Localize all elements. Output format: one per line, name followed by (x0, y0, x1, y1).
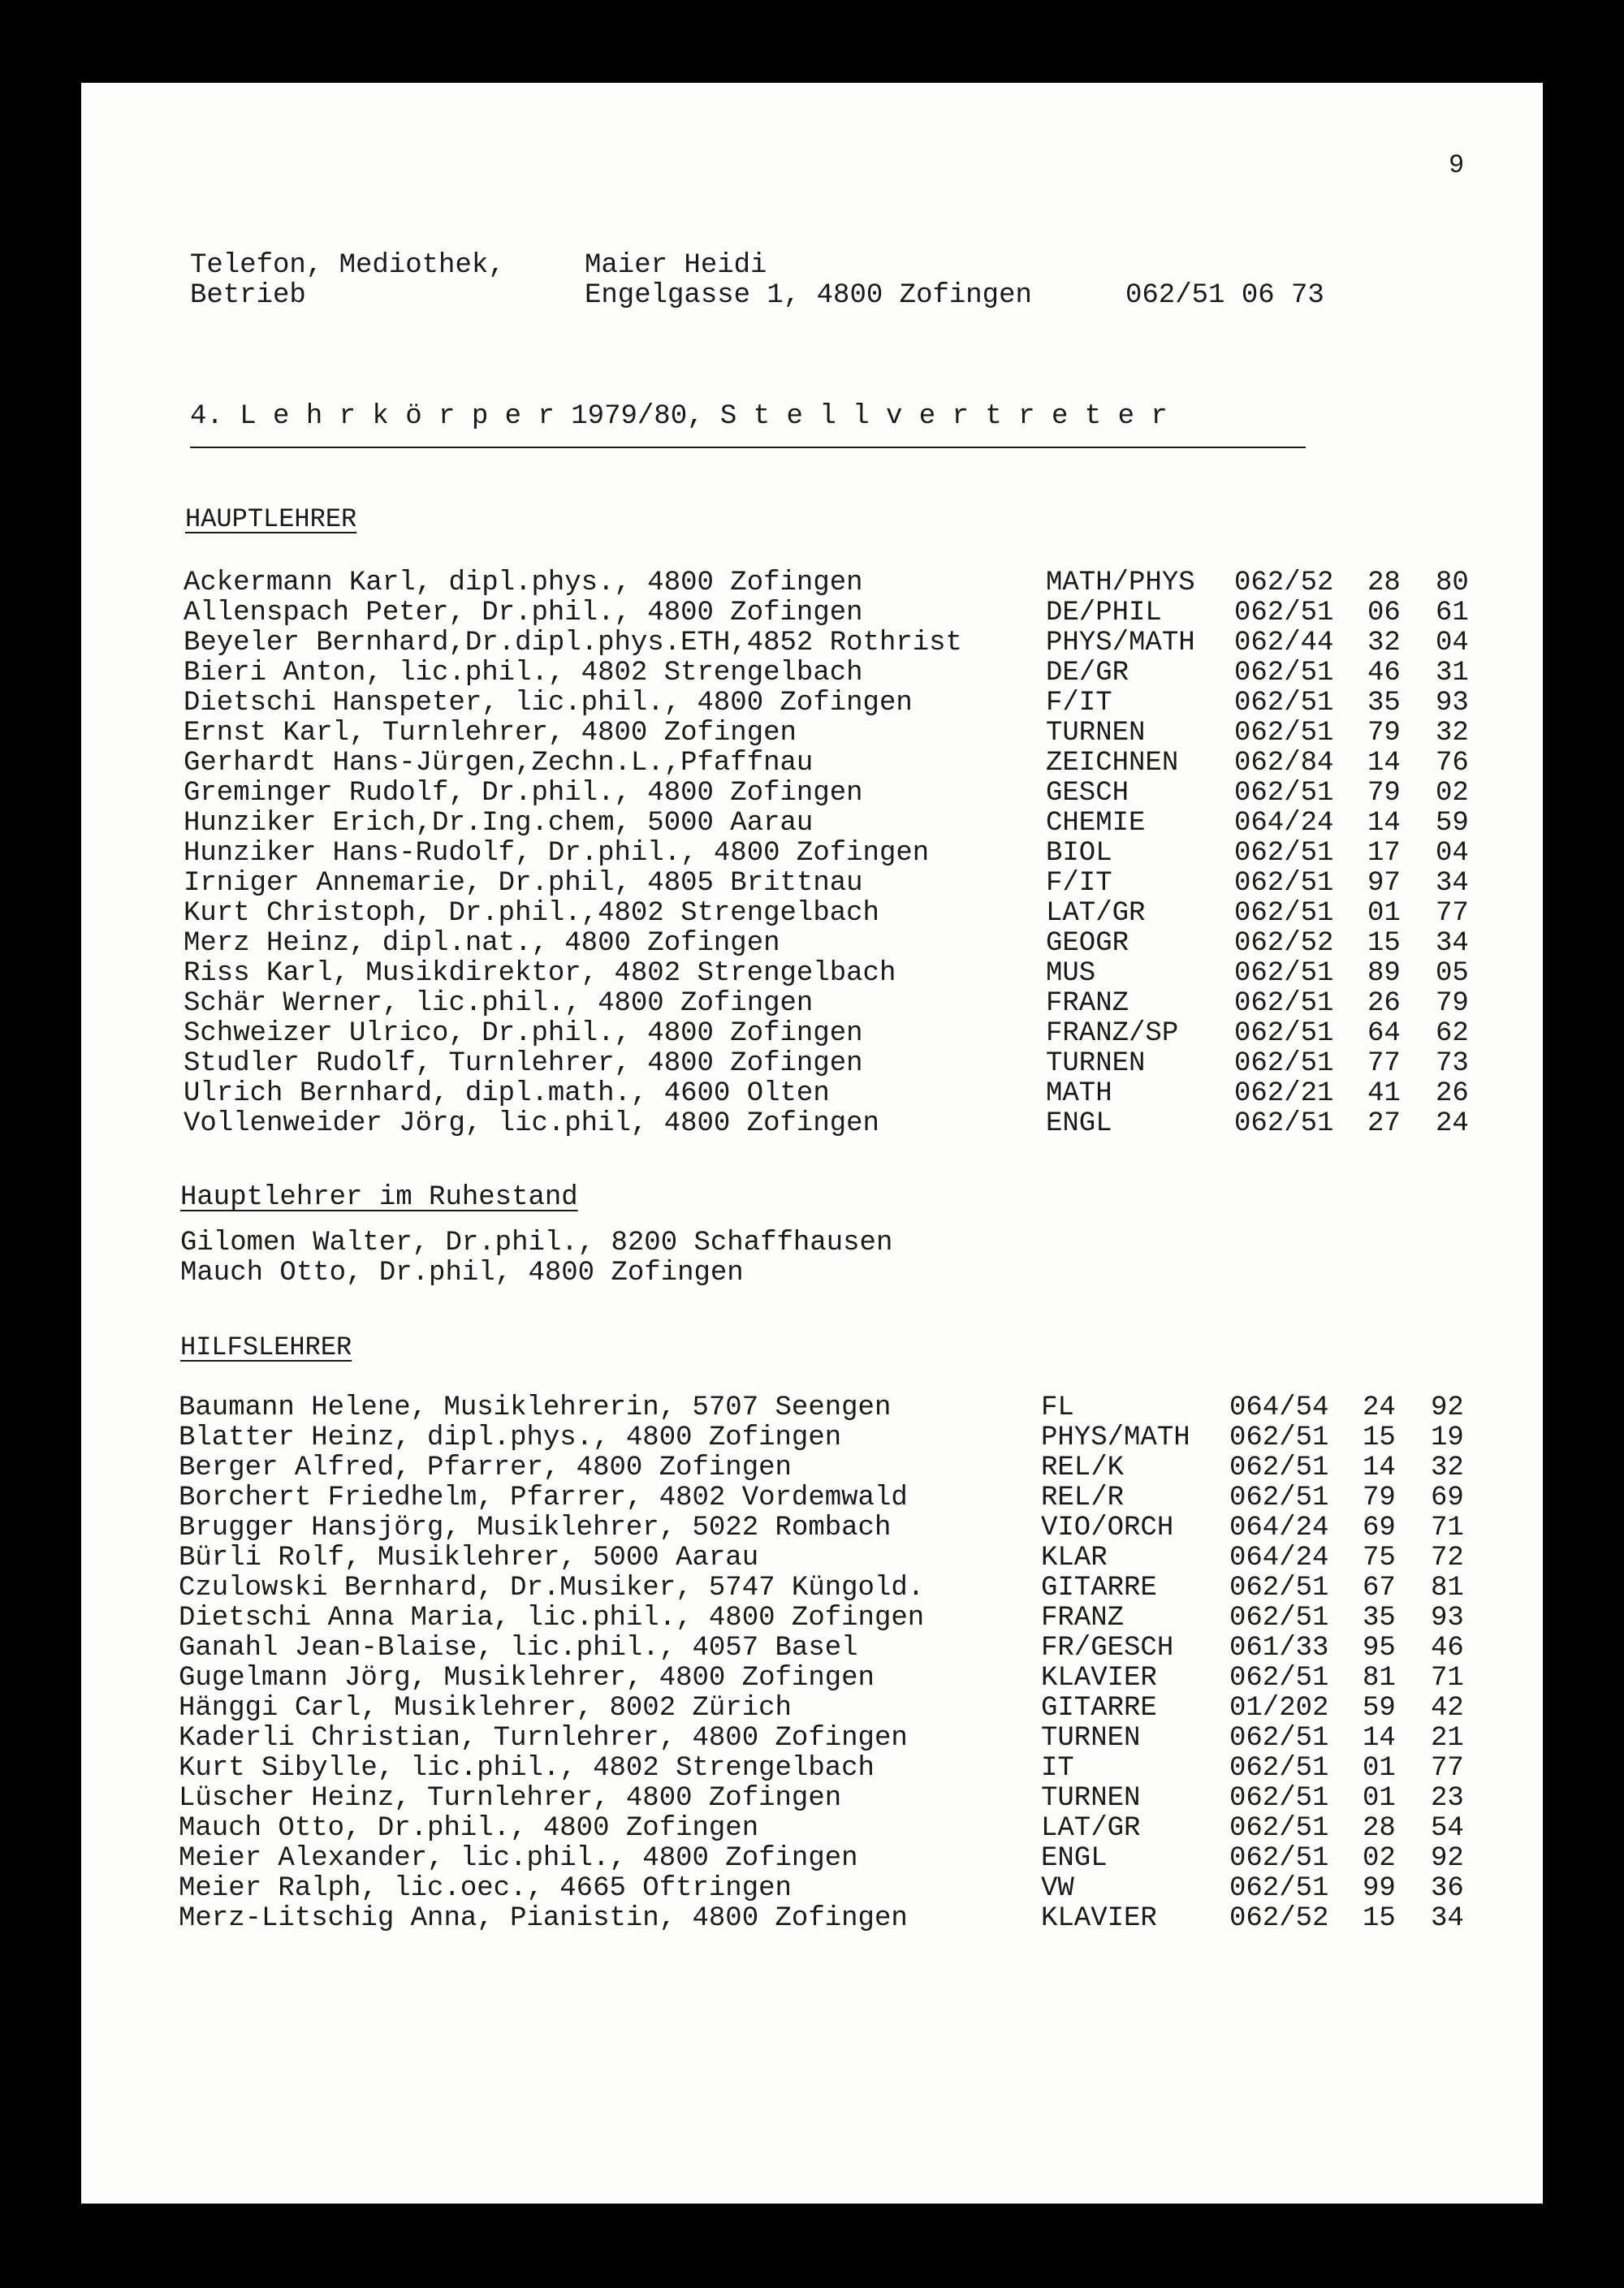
cell-subject: FRANZ (1041, 1603, 1125, 1634)
cell-area: 062/51 (1234, 958, 1334, 989)
cell-n1: 89 (1367, 958, 1401, 989)
cell-n2: 24 (1436, 1108, 1469, 1139)
cell-subject: VIO/ORCH (1041, 1513, 1174, 1543)
cell-area: 062/51 (1234, 688, 1334, 719)
cell-n2: 26 (1436, 1078, 1469, 1109)
contact-name: Maier Heidi (585, 250, 767, 281)
cell-n2: 46 (1431, 1633, 1464, 1664)
cell-area: 062/51 (1234, 898, 1334, 929)
cell-name: Berger Alfred, Pfarrer, 4800 Zofingen (179, 1453, 792, 1483)
cell-subject: FR/GESCH (1041, 1633, 1174, 1664)
cell-subject: FRANZ (1046, 988, 1129, 1019)
cell-n2: 81 (1431, 1573, 1464, 1604)
cell-area: 062/52 (1234, 568, 1334, 598)
contact-address: Engelgasse 1, 4800 Zofingen (585, 280, 1032, 311)
cell-n2: 77 (1436, 898, 1469, 929)
cell-area: 062/51 (1234, 868, 1334, 899)
cell-n1: 81 (1363, 1663, 1396, 1694)
cell-n2: 32 (1436, 718, 1469, 749)
cell-name: Gerhardt Hans-Jürgen,Zechn.L.,Pfaffnau (184, 748, 814, 779)
cell-subject: PHYS/MATH (1041, 1422, 1190, 1453)
cell-n1: 35 (1363, 1603, 1396, 1634)
cell-n2: 76 (1436, 748, 1469, 779)
document-page (81, 83, 1543, 2204)
cell-n1: 97 (1367, 868, 1401, 899)
contact-label-line1: Telefon, Mediothek, (190, 250, 505, 281)
cell-subject: GEOGR (1046, 928, 1129, 959)
cell-subject: LAT/GR (1046, 898, 1146, 929)
cell-name: Borchert Friedhelm, Pfarrer, 4802 Vordemwald (179, 1483, 908, 1513)
cell-name: Baumann Helene, Musiklehrerin, 5707 Seengen (179, 1392, 892, 1423)
ruhestand-title: Hauptlehrer im Ruhestand (180, 1182, 578, 1213)
cell-subject: VW (1041, 1873, 1074, 1904)
cell-name: Merz-Litschig Anna, Pianistin, 4800 Zofingen (179, 1903, 908, 1934)
cell-subject: FL (1041, 1392, 1074, 1423)
cell-area: 062/51 (1229, 1422, 1329, 1453)
cell-n1: 75 (1363, 1543, 1396, 1574)
cell-area: 062/84 (1234, 748, 1334, 779)
cell-subject: GESCH (1046, 778, 1129, 809)
cell-n2: 92 (1431, 1843, 1464, 1874)
cell-n2: 34 (1436, 928, 1469, 959)
cell-subject: CHEMIE (1046, 808, 1146, 839)
cell-n2: 31 (1436, 658, 1469, 689)
cell-name: Schär Werner, lic.phil., 4800 Zofingen (184, 988, 814, 1019)
cell-name: Ackermann Karl, dipl.phys., 4800 Zofingen (184, 568, 863, 598)
cell-name: Kurt Sibylle, lic.phil., 4802 Strengelbach (179, 1753, 875, 1784)
cell-n1: 77 (1367, 1048, 1401, 1079)
cell-name: Merz Heinz, dipl.nat., 4800 Zofingen (184, 928, 780, 959)
cell-area: 062/51 (1234, 598, 1334, 628)
cell-n2: 71 (1431, 1513, 1464, 1543)
cell-subject: REL/K (1041, 1453, 1125, 1483)
cell-subject: IT (1041, 1753, 1074, 1784)
cell-name: Ulrich Bernhard, dipl.math., 4600 Olten (184, 1078, 830, 1109)
cell-name: Kurt Christoph, Dr.phil.,4802 Strengelbach (184, 898, 879, 929)
ruhestand-row: Gilomen Walter, Dr.phil., 8200 Schaffhausen (180, 1228, 893, 1258)
cell-subject: ENGL (1041, 1843, 1108, 1874)
cell-name: Hunziker Hans-Rudolf, Dr.phil., 4800 Zofingen (184, 838, 930, 869)
cell-subject: MATH/PHYS (1046, 568, 1195, 598)
cell-area: 062/44 (1234, 628, 1334, 658)
cell-area: 062/21 (1234, 1078, 1334, 1109)
cell-subject: TURNEN (1046, 718, 1146, 749)
cell-name: Hänggi Carl, Musiklehrer, 8002 Zürich (179, 1693, 792, 1724)
cell-n1: 69 (1363, 1513, 1396, 1543)
cell-n2: 61 (1436, 598, 1469, 628)
cell-name: Beyeler Bernhard,Dr.dipl.phys.ETH,4852 Rothrist (184, 628, 962, 658)
cell-n1: 64 (1367, 1018, 1401, 1049)
cell-subject: GITARRE (1041, 1693, 1157, 1724)
cell-n2: 77 (1431, 1753, 1464, 1784)
cell-area: 062/51 (1229, 1753, 1329, 1784)
cell-n1: 79 (1363, 1483, 1396, 1513)
cell-name: Irniger Annemarie, Dr.phil, 4805 Brittnau (184, 868, 863, 899)
cell-area: 062/51 (1234, 1018, 1334, 1049)
cell-n1: 32 (1367, 628, 1401, 658)
cell-n1: 14 (1363, 1453, 1396, 1483)
cell-subject: TURNEN (1046, 1048, 1146, 1079)
cell-name: Studler Rudolf, Turnlehrer, 4800 Zofingen (184, 1048, 863, 1079)
cell-subject: DE/PHIL (1046, 598, 1162, 628)
cell-subject: F/IT (1046, 688, 1112, 719)
cell-n1: 41 (1367, 1078, 1401, 1109)
cell-name: Dietschi Anna Maria, lic.phil., 4800 Zofingen (179, 1603, 925, 1634)
cell-area: 062/51 (1229, 1723, 1329, 1754)
cell-area: 064/54 (1229, 1392, 1329, 1423)
cell-subject: KLAVIER (1041, 1663, 1157, 1694)
cell-area: 062/51 (1234, 658, 1334, 689)
cell-n1: 28 (1363, 1813, 1396, 1844)
cell-area: 064/24 (1229, 1543, 1329, 1574)
cell-area: 062/51 (1229, 1873, 1329, 1904)
cell-area: 062/51 (1229, 1603, 1329, 1634)
cell-n2: 19 (1431, 1422, 1464, 1453)
cell-n1: 01 (1363, 1783, 1396, 1814)
cell-n2: 34 (1436, 868, 1469, 899)
cell-n2: 59 (1436, 808, 1469, 839)
cell-name: Schweizer Ulrico, Dr.phil., 4800 Zofingen (184, 1018, 863, 1049)
cell-n2: 23 (1431, 1783, 1464, 1814)
cell-n1: 28 (1367, 568, 1401, 598)
cell-n1: 59 (1363, 1693, 1396, 1724)
cell-n2: 73 (1436, 1048, 1469, 1079)
contact-phone: 062/51 06 73 (1125, 280, 1324, 311)
cell-area: 062/52 (1234, 928, 1334, 959)
cell-n2: 72 (1431, 1543, 1464, 1574)
section-heading: 4. L e h r k ö r p e r 1979/80, S t e l l v e r t r e t e r (190, 401, 1168, 432)
cell-area: 062/52 (1229, 1903, 1329, 1934)
cell-name: Gugelmann Jörg, Musiklehrer, 4800 Zofingen (179, 1663, 875, 1694)
cell-area: 062/51 (1229, 1483, 1329, 1513)
cell-n2: 36 (1431, 1873, 1464, 1904)
cell-area: 062/51 (1234, 1048, 1334, 1079)
cell-n2: 04 (1436, 838, 1469, 869)
cell-area: 062/51 (1229, 1783, 1329, 1814)
cell-name: Vollenweider Jörg, lic.phil, 4800 Zofingen (184, 1108, 879, 1139)
cell-n1: 01 (1367, 898, 1401, 929)
cell-n2: 62 (1436, 1018, 1469, 1049)
cell-n1: 95 (1363, 1633, 1396, 1664)
cell-n1: 14 (1367, 808, 1401, 839)
cell-n1: 01 (1363, 1753, 1396, 1784)
cell-n1: 35 (1367, 688, 1401, 719)
cell-subject: BIOL (1046, 838, 1112, 869)
contact-label-line2: Betrieb (190, 280, 306, 311)
cell-n2: 69 (1431, 1483, 1464, 1513)
cell-name: Mauch Otto, Dr.phil., 4800 Zofingen (179, 1813, 759, 1844)
cell-subject: MUS (1046, 958, 1096, 989)
cell-n1: 24 (1363, 1392, 1396, 1423)
cell-area: 062/51 (1234, 1108, 1334, 1139)
page-number: 9 (1449, 150, 1465, 180)
ruhestand-row: Mauch Otto, Dr.phil, 4800 Zofingen (180, 1258, 744, 1289)
cell-name: Riss Karl, Musikdirektor, 4802 Strengelbach (184, 958, 896, 989)
cell-name: Ernst Karl, Turnlehrer, 4800 Zofingen (184, 718, 797, 749)
cell-area: 062/51 (1234, 838, 1334, 869)
cell-n1: 06 (1367, 598, 1401, 628)
cell-name: Blatter Heinz, dipl.phys., 4800 Zofingen (179, 1422, 842, 1453)
cell-name: Hunziker Erich,Dr.Ing.chem, 5000 Aarau (184, 808, 814, 839)
cell-subject: KLAVIER (1041, 1903, 1157, 1934)
cell-subject: KLAR (1041, 1543, 1108, 1574)
cell-name: Bürli Rolf, Musiklehrer, 5000 Aarau (179, 1543, 759, 1574)
cell-subject: F/IT (1046, 868, 1112, 899)
cell-name: Ganahl Jean-Blaise, lic.phil., 4057 Basel (179, 1633, 858, 1664)
cell-area: 062/51 (1229, 1573, 1329, 1604)
cell-n2: 71 (1431, 1663, 1464, 1694)
cell-n1: 79 (1367, 778, 1401, 809)
cell-name: Lüscher Heinz, Turnlehrer, 4800 Zofingen (179, 1783, 842, 1814)
cell-n1: 99 (1363, 1873, 1396, 1904)
cell-n2: 92 (1431, 1392, 1464, 1423)
cell-name: Allenspach Peter, Dr.phil., 4800 Zofingen (184, 598, 863, 628)
cell-n1: 15 (1363, 1422, 1396, 1453)
cell-area: 064/24 (1229, 1513, 1329, 1543)
cell-name: Meier Alexander, lic.phil., 4800 Zofingen (179, 1843, 858, 1874)
cell-name: Brugger Hansjörg, Musiklehrer, 5022 Rombach (179, 1513, 892, 1543)
cell-n1: 46 (1367, 658, 1401, 689)
cell-area: 061/33 (1229, 1633, 1329, 1664)
heading-underline (190, 447, 1306, 448)
cell-n2: 80 (1436, 568, 1469, 598)
cell-area: 062/51 (1229, 1813, 1329, 1844)
cell-subject: DE/GR (1046, 658, 1129, 689)
cell-area: 062/51 (1234, 778, 1334, 809)
cell-subject: PHYS/MATH (1046, 628, 1195, 658)
cell-name: Greminger Rudolf, Dr.phil., 4800 Zofingen (184, 778, 863, 809)
cell-n1: 14 (1367, 748, 1401, 779)
cell-name: Dietschi Hanspeter, lic.phil., 4800 Zofingen (184, 688, 913, 719)
cell-n1: 02 (1363, 1843, 1396, 1874)
cell-n2: 34 (1431, 1903, 1464, 1934)
cell-n2: 05 (1436, 958, 1469, 989)
cell-n1: 15 (1363, 1903, 1396, 1934)
cell-n1: 79 (1367, 718, 1401, 749)
cell-n1: 15 (1367, 928, 1401, 959)
cell-n1: 17 (1367, 838, 1401, 869)
cell-subject: ZEICHNEN (1046, 748, 1179, 779)
cell-area: 062/51 (1234, 988, 1334, 1019)
cell-area: 062/51 (1229, 1843, 1329, 1874)
cell-n1: 67 (1363, 1573, 1396, 1604)
cell-n1: 26 (1367, 988, 1401, 1019)
cell-subject: TURNEN (1041, 1783, 1141, 1814)
cell-subject: MATH (1046, 1078, 1112, 1109)
cell-n2: 93 (1436, 688, 1469, 719)
cell-name: Bieri Anton, lic.phil., 4802 Strengelbach (184, 658, 863, 689)
cell-subject: LAT/GR (1041, 1813, 1141, 1844)
cell-n2: 21 (1431, 1723, 1464, 1754)
cell-subject: GITARRE (1041, 1573, 1157, 1604)
cell-n2: 79 (1436, 988, 1469, 1019)
cell-area: 01/202 (1229, 1693, 1329, 1724)
cell-area: 062/51 (1234, 718, 1334, 749)
hauptlehrer-title: HAUPTLEHRER (185, 504, 357, 534)
cell-n2: 54 (1431, 1813, 1464, 1844)
cell-name: Czulowski Bernhard, Dr.Musiker, 5747 Küngold. (179, 1573, 925, 1604)
cell-subject: FRANZ/SP (1046, 1018, 1179, 1049)
cell-area: 062/51 (1229, 1663, 1329, 1694)
cell-n2: 93 (1431, 1603, 1464, 1634)
cell-area: 064/24 (1234, 808, 1334, 839)
cell-subject: ENGL (1046, 1108, 1112, 1139)
cell-name: Kaderli Christian, Turnlehrer, 4800 Zofingen (179, 1723, 908, 1754)
cell-subject: TURNEN (1041, 1723, 1141, 1754)
cell-n2: 02 (1436, 778, 1469, 809)
cell-n2: 32 (1431, 1453, 1464, 1483)
cell-n1: 27 (1367, 1108, 1401, 1139)
cell-n1: 14 (1363, 1723, 1396, 1754)
hilfslehrer-title: HILFSLEHRER (180, 1332, 352, 1362)
cell-n2: 04 (1436, 628, 1469, 658)
cell-n2: 42 (1431, 1693, 1464, 1724)
cell-subject: REL/R (1041, 1483, 1125, 1513)
cell-area: 062/51 (1229, 1453, 1329, 1483)
cell-name: Meier Ralph, lic.oec., 4665 Oftringen (179, 1873, 792, 1904)
